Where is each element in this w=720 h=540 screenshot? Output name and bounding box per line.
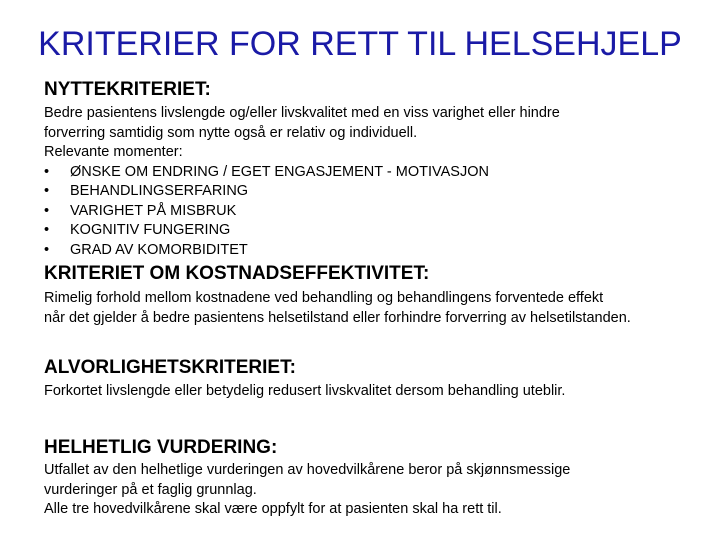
section-heading: ALVORLIGHETSKRITERIET: — [44, 357, 296, 378]
bullet-item — [44, 241, 714, 261]
bullet-item — [44, 182, 714, 202]
section-alvorlighetskriteriet — [44, 357, 714, 402]
body-line: Bedre pasientens livslengde og/eller livskvalitet med en viss varighet eller hindre — [44, 105, 560, 121]
body-line: Alle tre hovedvilkårene skal være oppfylt for at pasienten skal ha rett til. — [44, 501, 502, 517]
section-heading: NYTTEKRITERIET: — [44, 79, 211, 100]
body-line: Utfallet av den helhetlige vurderingen av hovedvilkårene beror på skjønnsmessige — [44, 462, 571, 478]
section-kostnadseffektivitet — [44, 263, 714, 328]
bullet-item — [44, 163, 714, 183]
bullet-icon: • — [44, 183, 50, 199]
section-helhetlig-vurdering — [44, 437, 714, 520]
body-line: Rimelig forhold mellom kostnadene ved behandling og behandlingens forventede effekt — [44, 290, 604, 306]
bullet-text: ØNSKE OM ENDRING / EGET ENGASJEMENT - MOTIVASJON — [70, 163, 489, 180]
section-body — [44, 461, 714, 520]
bullet-icon: • — [44, 241, 50, 258]
body-line: Forkortet livslengde eller betydelig redusert livskvalitet dersom behandling uteblir. — [44, 383, 566, 399]
section-nyttekriteriet — [44, 79, 714, 260]
section-heading: HELHETLIG VURDERING: — [44, 437, 278, 458]
bullet-icon: • — [44, 222, 50, 238]
section-body — [44, 104, 714, 163]
section-heading: KRITERIET OM KOSTNADSEFFEKTIVITET: — [44, 263, 430, 284]
bullet-text: KOGNITIV FUNGERING — [70, 222, 231, 238]
bullet-text: BEHANDLINGSERFARING — [70, 183, 249, 199]
body-line: forverring samtidig som nytte også er relativ og individuell. — [44, 124, 418, 141]
bullet-item — [44, 202, 714, 222]
body-line: vurderinger på et faglig grunnlag. — [44, 481, 257, 498]
bullet-text: VARIGHET PÅ MISBRUK — [70, 202, 237, 219]
bullet-icon: • — [44, 202, 50, 219]
bullet-text: GRAD AV KOMORBIDITET — [70, 241, 248, 258]
bullet-icon: • — [44, 163, 50, 180]
bullet-item — [44, 221, 714, 241]
body-line: når det gjelder å bedre pasientens helsetilstand eller forhindre forverring av helsetilstanden. — [44, 309, 631, 326]
bullet-list — [44, 163, 714, 261]
body-line: Relevante momenter: — [44, 144, 183, 160]
page-title: KRITERIER FOR RETT TIL HELSEHJELP — [38, 25, 682, 63]
section-body — [44, 289, 714, 328]
section-body — [44, 382, 714, 402]
